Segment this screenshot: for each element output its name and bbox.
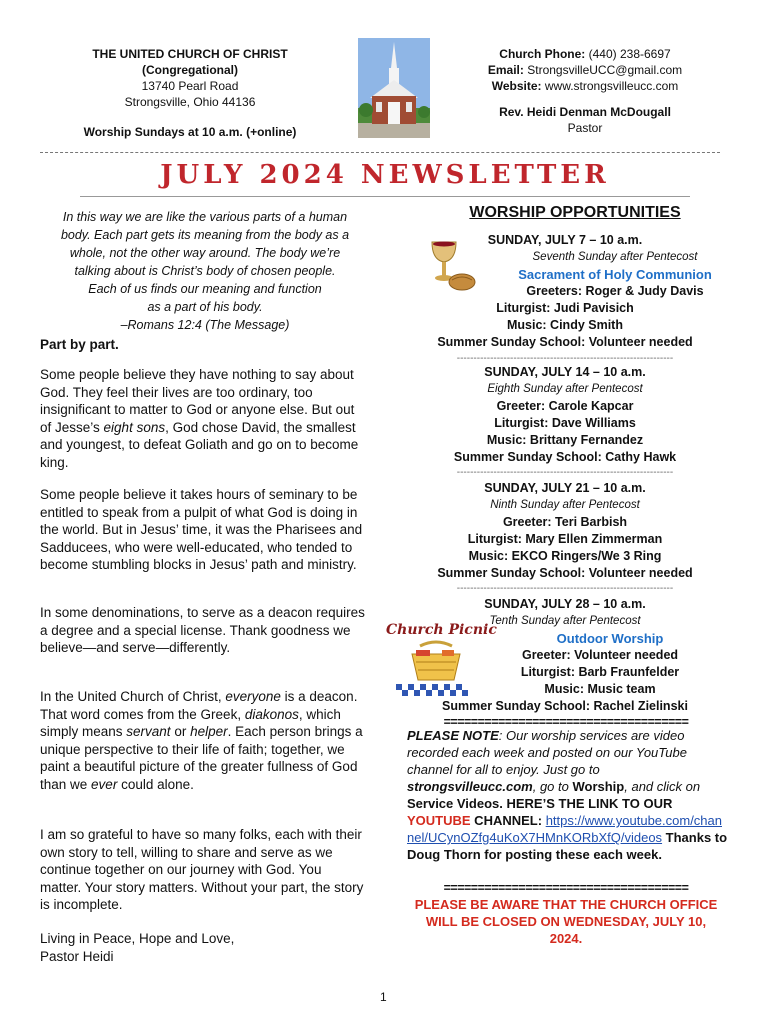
pastor-name: Rev. Heidi Denman McDougall (499, 105, 671, 119)
picnic-basket-icon (396, 640, 476, 696)
service-divider: ----------------------------------------------------------------- (456, 467, 674, 478)
youtube-label: YOUTUBE (407, 813, 471, 828)
service-liturgist: Liturgist: Dave Williams (494, 416, 636, 430)
newsletter-title: JULY 2024 NEWSLETTER (160, 160, 610, 190)
quote-line: In this way we are like the various parts of a human (62, 210, 348, 224)
website-label: Website: (491, 79, 542, 93)
phone-label: Church Phone: (499, 47, 586, 61)
section-divider: ==================================== (443, 881, 689, 895)
service-music: Music: EKCO Ringers/We 3 Ring (468, 549, 662, 563)
service-subtitle: Eighth Sunday after Pentecost (487, 383, 643, 395)
service-music: Music: Music team (544, 682, 656, 696)
service-liturgist: Liturgist: Barb Fraunfelder (520, 665, 680, 679)
service-greeters: Greeter: Teri Barbish (502, 515, 628, 529)
service-july-21 (400, 480, 730, 582)
office-closed-alert: PLEASE BE AWARE THAT THE CHURCH OFFICE WILL BE CLOSED ON WEDNESDAY, JULY 10, 2024. (414, 897, 718, 946)
worship-heading: WORSHIP OPPORTUNITIES (469, 204, 681, 221)
service-divider: ----------------------------------------------------------------- (456, 353, 674, 364)
note-thanks: Thanks to Doug Thorn for posting these each week. (407, 830, 728, 862)
service-date: SUNDAY, JULY 28 – 10 a.m. (484, 597, 646, 611)
church-building-image (358, 38, 430, 138)
service-sunday-school: Summer Sunday School: Rachel Zielinski (442, 699, 688, 713)
pastor-title: Pastor (567, 121, 603, 135)
article-paragraph-3: In some denominations, to serve as a deacon requires a degree and a special license. Thank goodness we believe—and serve—differently. (40, 605, 365, 655)
service-subtitle: Seventh Sunday after Pentecost (532, 251, 698, 263)
quote-citation: –Romans 12:4 (The Message) (120, 318, 290, 332)
church-address-block (40, 46, 340, 140)
quote-line: talking about is Christ’s body of chosen people. (74, 264, 336, 278)
quote-line: whole, not the other way around. The body we’re (69, 246, 341, 260)
address-line-1: 13740 Pearl Road (141, 79, 239, 93)
service-subtitle: Ninth Sunday after Pentecost (490, 499, 640, 511)
article-paragraph-4: In the United Church of Christ, everyone is a deacon. That word comes from the Greek, diakonos, which simply means servant or helper. Each person brings a unique perspective to their life of faith; together, we paint a beautiful picture of the greater fullness of God than we ever could alone. (40, 689, 363, 792)
service-greeters: Greeter: Volunteer needed (521, 648, 679, 662)
note-website[interactable]: strongsvilleucc.com (407, 779, 533, 794)
closing-line: Living in Peace, Hope and Love, (40, 931, 235, 946)
org-name: THE UNITED CHURCH OF CHRIST (92, 47, 288, 61)
website-url[interactable]: www.strongsvilleucc.com (544, 79, 679, 93)
closing-signature: Pastor Heidi (40, 948, 114, 964)
service-liturgist: Liturgist: Mary Ellen Zimmerman (467, 532, 663, 546)
header-divider (40, 152, 720, 153)
closing-salutation (40, 930, 365, 965)
section-divider: ==================================== (443, 715, 689, 729)
org-subtitle: (Congregational) (142, 63, 238, 77)
service-date: SUNDAY, JULY 7 – 10 a.m. (487, 233, 643, 247)
worship-time: Worship Sundays at 10 a.m. (+online) (83, 125, 297, 139)
service-sunday-school: Summer Sunday School: Volunteer needed (437, 335, 693, 349)
article-paragraph-1: Some people believe they have nothing to say about God. They feel their lives are too ordinary, too insignificant to matter to God or anyone else. But out of Jesse’s eight sons, God chose David, the smallest and youngest, to defeat Goliath and go on to become king. (40, 367, 359, 470)
contact-block (430, 46, 740, 136)
title-divider (80, 196, 690, 197)
service-special: Sacrament of Holy Communion (518, 267, 712, 282)
service-sunday-school: Summer Sunday School: Volunteer needed (437, 566, 693, 580)
service-liturgist: Liturgist: Judi Pavisich (496, 301, 634, 315)
service-divider: ----------------------------------------------------------------- (456, 583, 674, 594)
service-date: SUNDAY, JULY 21 – 10 a.m. (484, 481, 646, 495)
quote-line: Each of us finds our meaning and function (88, 282, 322, 296)
service-subtitle: Tenth Sunday after Pentecost (489, 615, 641, 627)
service-date: SUNDAY, JULY 14 – 10 a.m. (484, 365, 646, 379)
picnic-label: Church Picnic (386, 622, 497, 638)
service-greeters: Greeter: Carole Kapcar (496, 399, 634, 413)
address-line-2: Strongsville, Ohio 44136 (124, 95, 256, 109)
service-music: Music: Cindy Smith (507, 318, 623, 332)
service-greeters: Greeters: Roger & Judy Davis (526, 284, 704, 298)
service-sunday-school: Summer Sunday School: Cathy Hawk (453, 450, 677, 464)
article-paragraph-5: I am so grateful to have so many folks, each with their own story to tell, willing to share and serve as we continue together on our journey with God. You matter. Your story matters. Without your part, the story is incomplete. (40, 827, 364, 912)
service-july-7 (400, 232, 730, 351)
service-music: Music: Brittany Fernandez (486, 433, 644, 447)
video-note: PLEASE NOTE: Our worship services are video recorded each week and posted on our YouTube channel for all to enjoy. Just go to strongsvilleucc.com, go to Worship, and click on Service Videos. HERE’S THE LINK TO OUR YOUTUBE CHANNEL: https://www.youtube.com/channel/UCynOZfg4uKoX7HMnKORbXfQ/videos Thanks to Doug Thorn for posting these each week. (407, 728, 728, 862)
youtube-link[interactable]: https://www.youtube.com/channel/UCynOZfg4uKoX7HMnKORbXfQ/videos (407, 813, 722, 845)
page-number: 1 (380, 990, 387, 1004)
article-heading: Part by part. (40, 337, 119, 352)
note-label: PLEASE NOTE (407, 728, 499, 743)
service-july-14 (400, 364, 730, 466)
email-label: Email: (487, 63, 524, 77)
phone-number: (440) 238-6697 (588, 47, 671, 61)
scripture-quote (40, 208, 370, 334)
email-address[interactable]: StrongsvilleUCC@gmail.com (527, 63, 683, 77)
quote-line: as a part of his body. (147, 300, 263, 314)
service-special: Outdoor Worship (556, 631, 664, 646)
quote-line: body. Each part gets its meaning from the body as a (60, 228, 350, 242)
article-paragraph-2: Some people believe it takes hours of seminary to be entitled to speak from a pulpit of what God is doing in the world. But in Jesus’ time, it was the Pharisees and Sadducees, who were well-educated, who tended to become stumbling blocks in Jesus’ path and ministry. (40, 487, 363, 572)
